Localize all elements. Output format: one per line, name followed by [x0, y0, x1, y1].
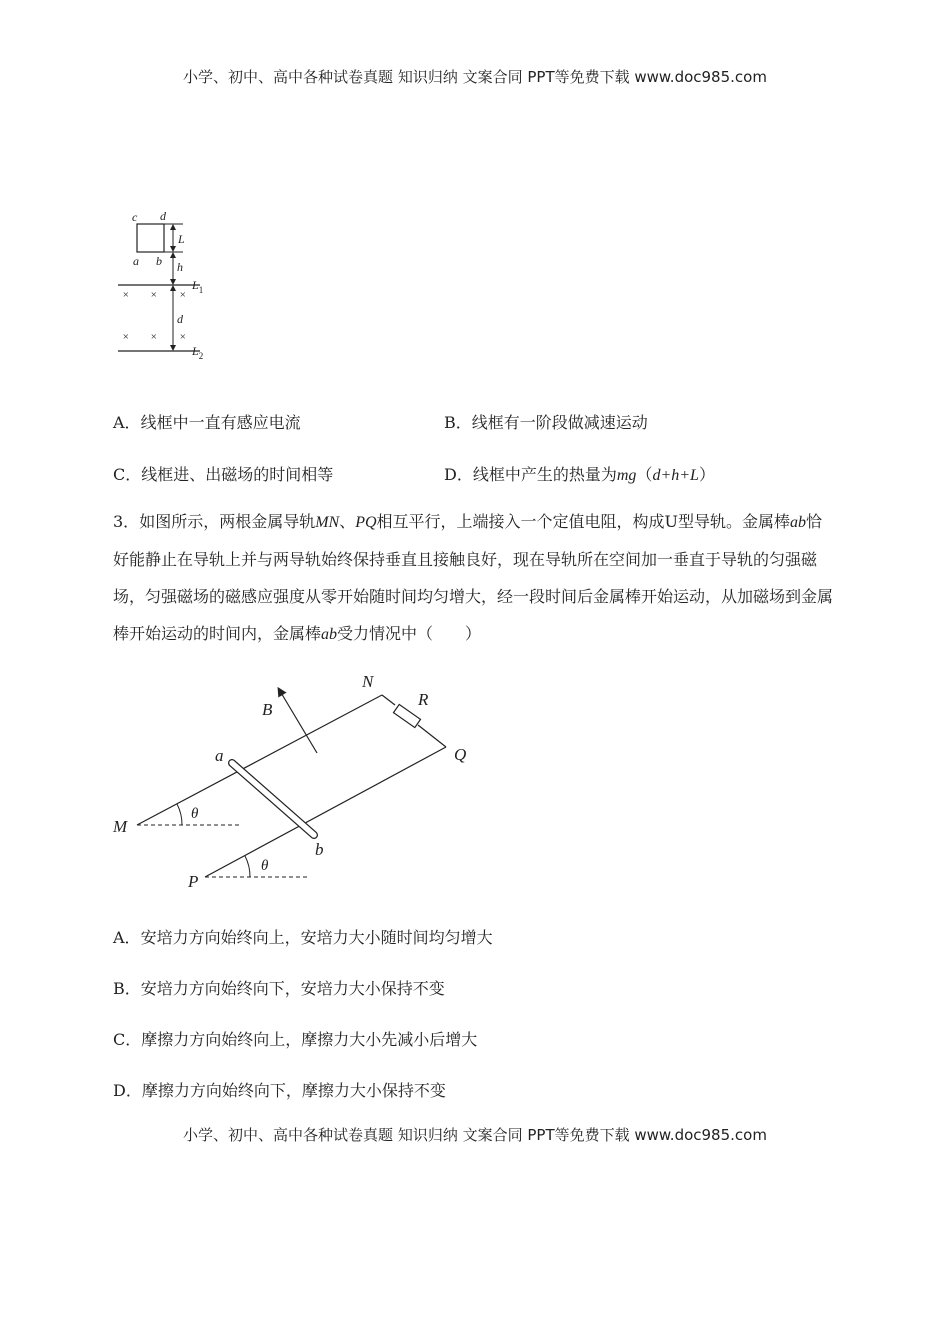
label-p: P: [188, 872, 199, 891]
label-c: c: [132, 210, 138, 224]
label-h: h: [177, 260, 183, 274]
label-theta-1: θ: [191, 806, 199, 822]
resistor: [393, 704, 420, 727]
rail-mn: [137, 695, 382, 825]
connector-q: [418, 725, 446, 747]
q2-option-d[interactable]: D．线框中产生的热量为mg（d+h+L）: [444, 465, 715, 484]
label-b-field: B: [262, 700, 273, 719]
label-m: M: [113, 817, 128, 836]
q2-option-c[interactable]: C．线框进、出磁场的时间相等: [113, 465, 334, 484]
figure-loop-field: [110, 205, 220, 365]
label-b: b: [156, 254, 162, 268]
angle-arc-p: [245, 856, 250, 877]
q2-option-b[interactable]: B．线框有一阶段做减速运动: [444, 413, 648, 432]
label-b-end: b: [315, 840, 324, 859]
label-L: L: [178, 232, 185, 246]
field-x: ×: [122, 289, 130, 301]
label-theta-2: θ: [261, 858, 269, 874]
angle-arc-m: [177, 804, 182, 825]
label-n: N: [362, 672, 374, 691]
b-field-arrow: [280, 691, 317, 753]
label-d-gap: d: [177, 312, 183, 326]
q3-option-b[interactable]: B．安培力方向始终向下，安培力大小保持不变: [113, 979, 445, 998]
field-x: ×: [122, 331, 130, 343]
q3-stem: 3．如图所示，两根金属导轨MN、PQ相互平行，上端接入一个定值电阻，构成U型导轨。金属棒ab恰好能静止在导轨上并与两导轨始终保持垂直且接触良好，现在导轨所在空间加一垂直于导轨的匀强磁场，匀强磁场的磁感应强度从零开始随时间均匀增大，经一段时间后金属棒开始运动，从加磁场到金属棒开始运动的时间内，金属棒ab受力情况中（ ）: [113, 512, 834, 643]
field-x: ×: [179, 289, 187, 301]
q3-option-a[interactable]: A．安培力方向始终向上，安培力大小随时间均匀增大: [113, 928, 493, 947]
q2-option-a[interactable]: A．线框中一直有感应电流: [113, 413, 301, 432]
field-x: ×: [179, 331, 187, 343]
label-L1: $L_1$: [192, 278, 204, 295]
label-a: a: [215, 746, 224, 765]
page-header: 小学、初中、高中各种试卷真题 知识归纳 文案合同 PPT等免费下载 www.doc985.com: [183, 68, 767, 86]
label-r: R: [418, 690, 429, 709]
page-footer: 小学、初中、高中各种试卷真题 知识归纳 文案合同 PPT等免费下载 www.doc985.com: [183, 1126, 767, 1144]
field-x: ×: [150, 331, 158, 343]
square-loop: [137, 224, 164, 252]
q3-option-c[interactable]: C．摩擦力方向始终向上，摩擦力大小先减小后增大: [113, 1030, 478, 1049]
rod-ab-inner: [232, 763, 314, 835]
figure-inclined-rails: [105, 665, 485, 895]
field-x: ×: [150, 289, 158, 301]
q3-option-d[interactable]: D．摩擦力方向始终向下，摩擦力大小保持不变: [113, 1081, 446, 1100]
label-L2: $L_2$: [192, 344, 204, 361]
label-q: Q: [454, 745, 467, 764]
label-a: a: [133, 254, 139, 268]
label-d-top: d: [160, 209, 166, 223]
connector-n: [382, 695, 395, 705]
